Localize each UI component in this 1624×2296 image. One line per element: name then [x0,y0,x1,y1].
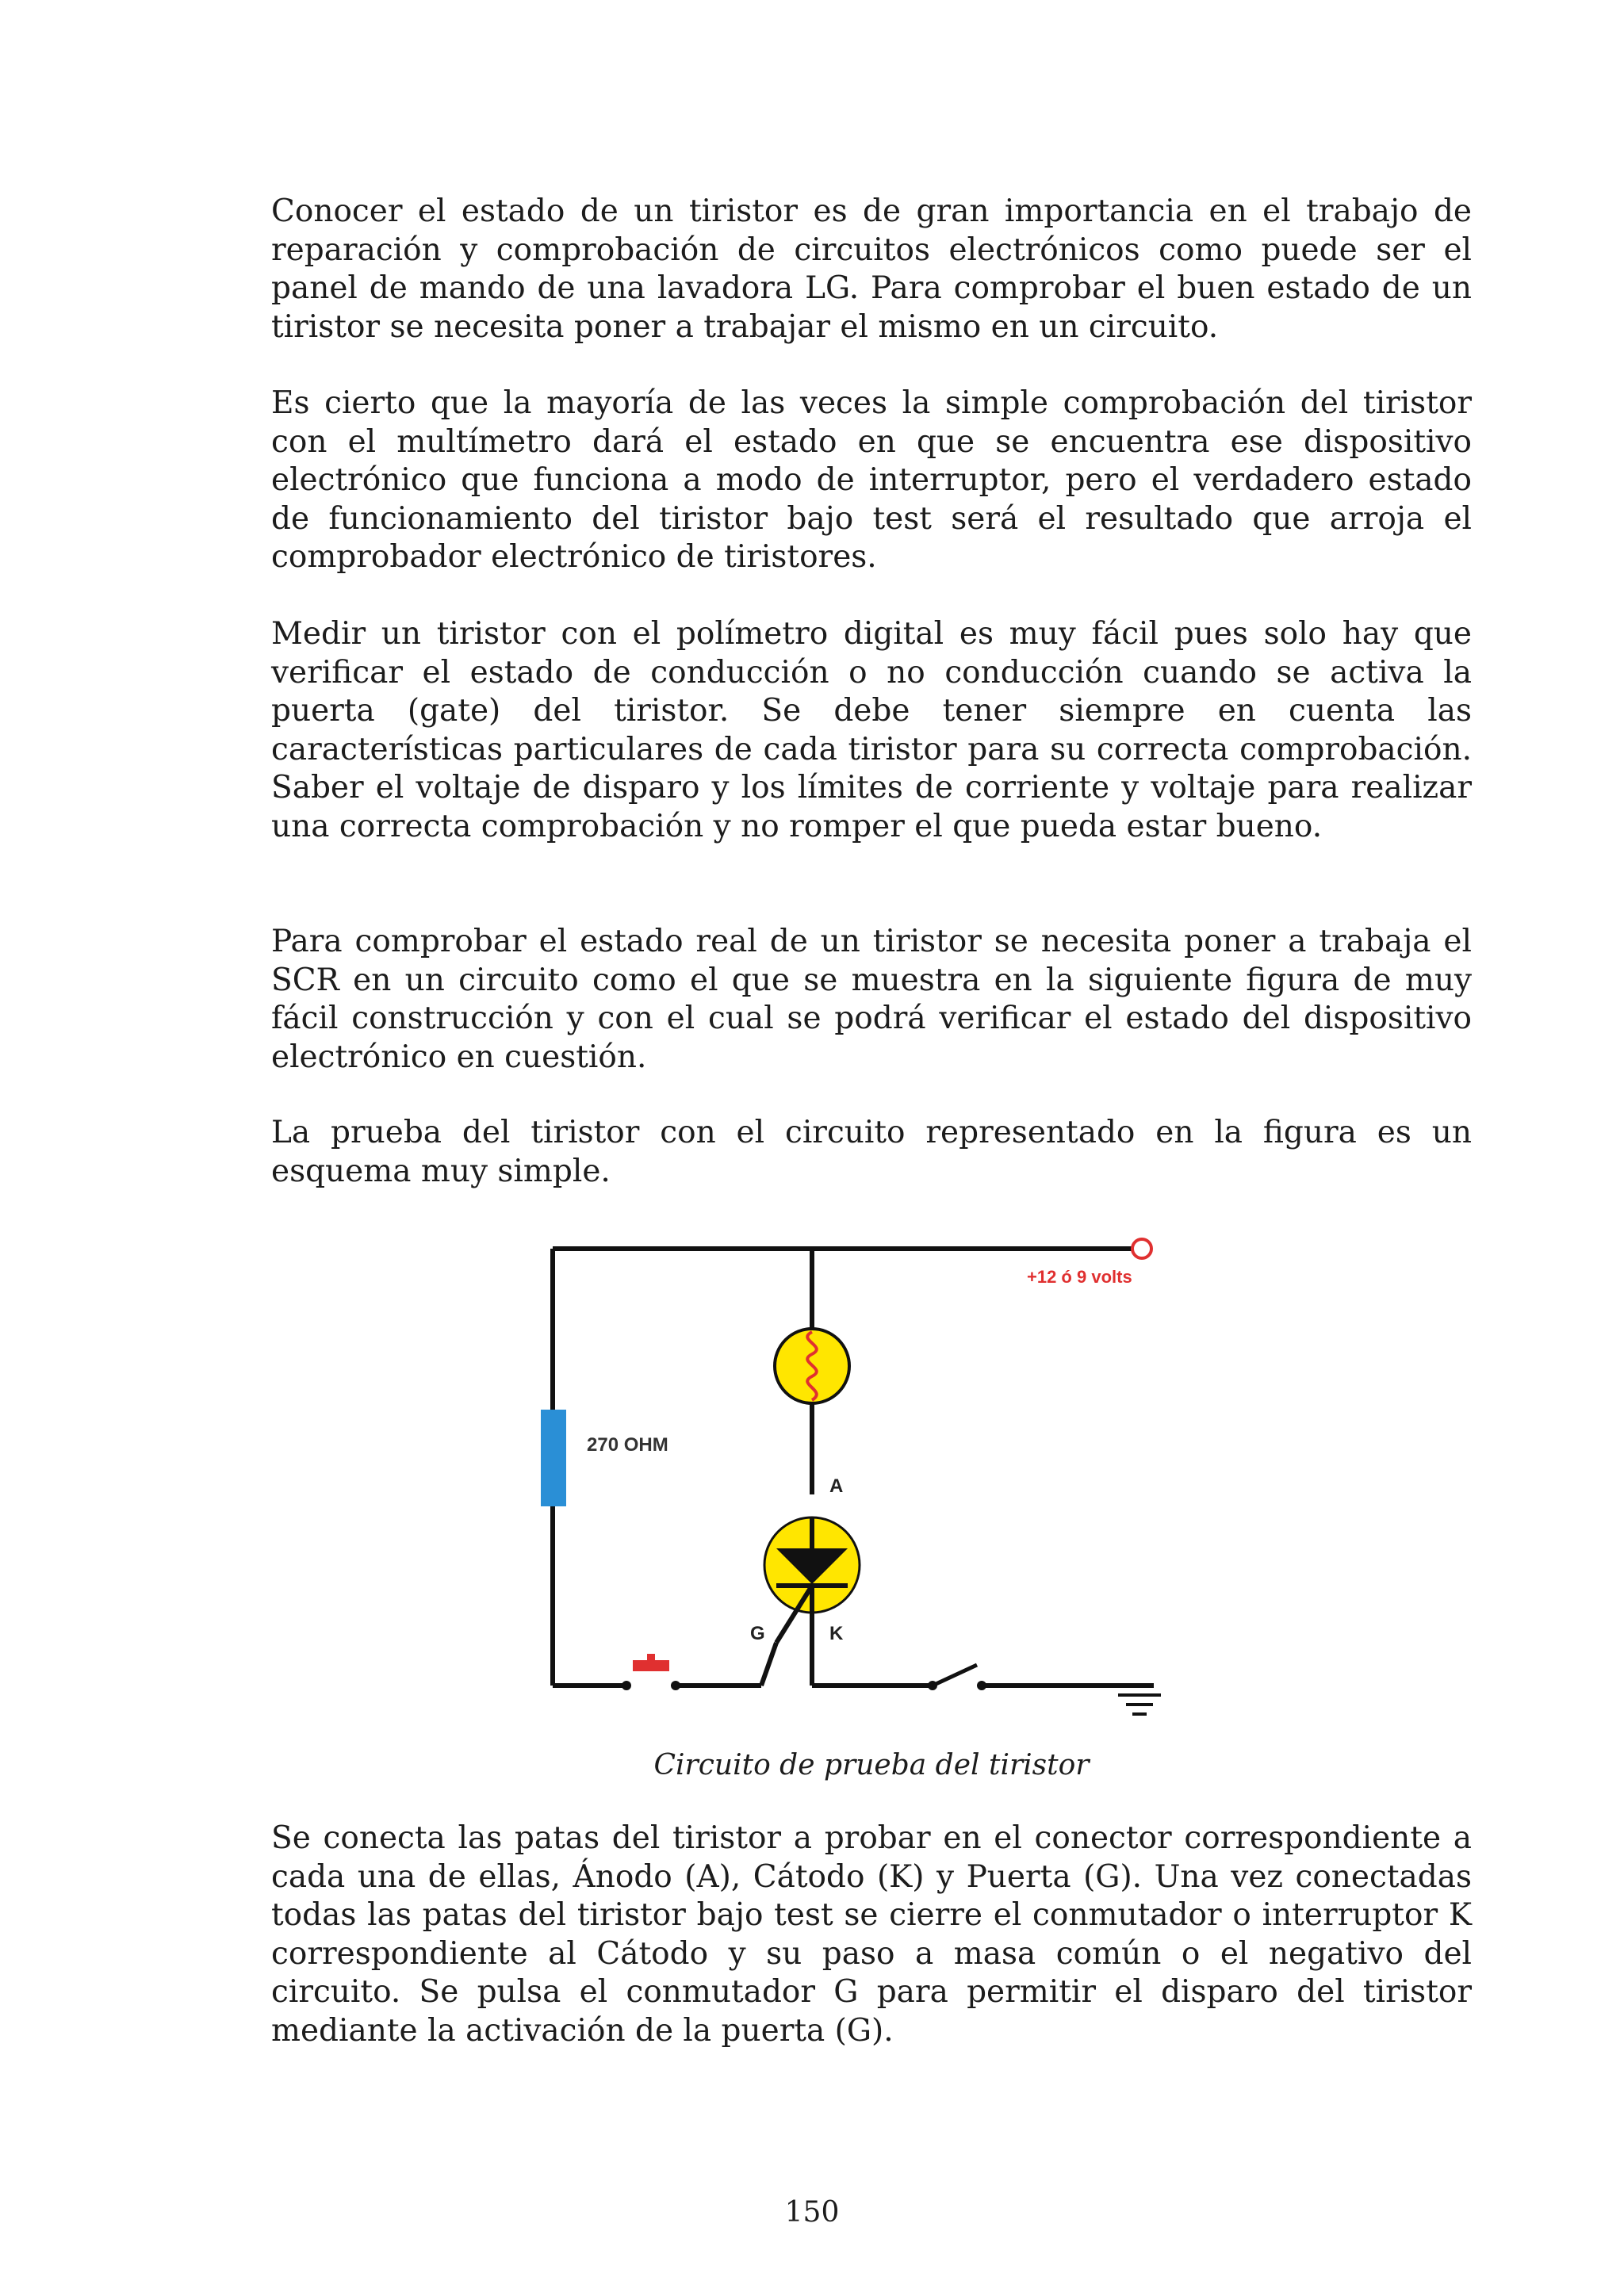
resistor-270-ohm [541,1410,566,1506]
gate-label: G [750,1623,765,1644]
paragraph-1: Conocer el estado de un tiristor es de gran importancia en el trabajo de reparación y comprobación de circuitos electrónicos como puede ser el panel de mando de una lavadora LG. Para comprobar el buen estado de un tiristor se necesita poner a trabajar el mismo en un circuito. [271,193,1472,345]
circuit-diagram [508,1221,1205,1744]
supply-terminal [1132,1239,1151,1258]
switch-lever-icon [933,1665,977,1686]
cathode-label: K [829,1623,844,1644]
anode-label: A [829,1475,844,1497]
paragraph-6: Se conecta las patas del tiristor a probar en el conector correspondiente a cada una de ellas, Ánodo (A), Cátodo (K) y Puerta (G). Una vez conectadas todas las patas del tiristor bajo test se cierre el conmutador o interruptor K correspondiente al Cátodo y su paso a masa común o el negativo del circuito. Se pulsa el conmutador G para permitir el disparo del tiristor mediante la activación de la puerta (G). [271,1820,1472,2049]
gate-wire [761,1643,776,1686]
supply-label: +12 ó 9 volts [1027,1267,1132,1287]
thyristor-test-circuit-figure [508,1221,1205,1744]
push-button-icon [633,1660,669,1671]
paragraph-2: Es cierto que la mayoría de las veces la simple comprobación del tiristor con el multímetro dará el estado en que se encuentra ese dispositivo electrónico que funciona a modo de interruptor, pero el verdadero estado de funcionamiento del tiristor bajo test será el resultado que arroja el comprobador electrónico de tiristores. [271,385,1472,575]
resistor-label: 270 OHM [587,1434,668,1456]
push-button-contact-left [622,1681,631,1690]
paragraph-3: Medir un tiristor con el polímetro digital es muy fácil pues solo hay que verificar el estado de conducción o no conducción cuando se activa la puerta (gate) del tiristor. Se debe tener siempre en cuenta las características particulares de cada tiristor para su correcta comprobación. Saber el voltaje de disparo y los límites de corriente y voltaje para realizar una correcta comprobación y no romper el que pueda estar bueno. [271,616,1472,844]
paragraph-5: La prueba del tiristor con el circuito representado en la figura es un esquema muy simple. [271,1115,1472,1189]
figure-caption: Circuito de prueba del tiristor [653,1749,1090,1781]
push-button-stem [647,1654,655,1662]
page-number: 150 [784,2196,840,2229]
paragraph-4: Para comprobar el estado real de un tiristor se necesita poner a trabaja el SCR en un circuito como el que se muestra en la siguiente figura de muy fácil construcción y con el cual se podrá verificar el estado del dispositivo electrónico en cuestión. [271,924,1472,1075]
